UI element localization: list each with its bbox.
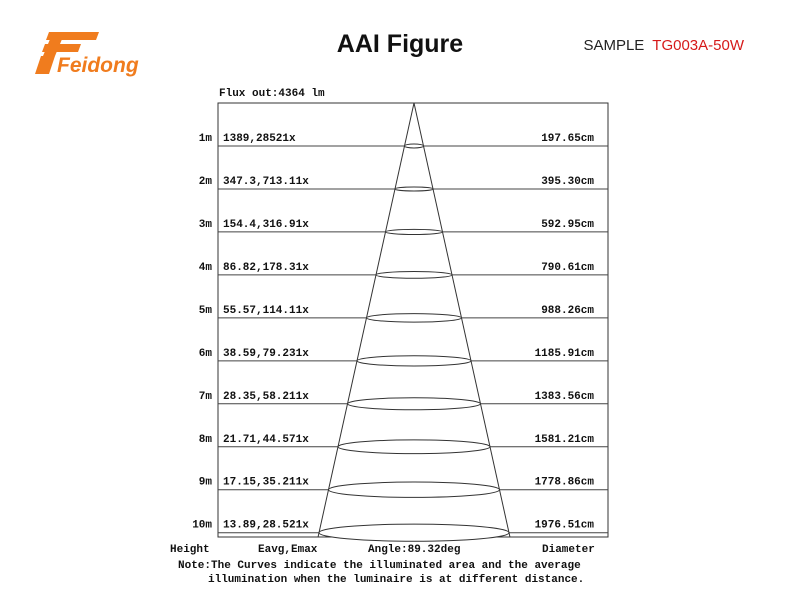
illuminated-area-ellipse xyxy=(386,229,443,234)
illuminated-area-ellipse xyxy=(376,271,452,278)
illuminated-area-ellipse xyxy=(319,524,509,541)
row-diameter-value: 1383.56cm xyxy=(534,390,594,403)
row-lux-value: 17.15,35.211x xyxy=(223,476,309,489)
beam-cone xyxy=(318,103,510,541)
row-labels xyxy=(192,133,594,532)
row-lux-value: 55.57,114.11x xyxy=(223,304,309,317)
grid-lines xyxy=(218,146,608,533)
row-lux-value: 28.35,58.211x xyxy=(223,390,309,403)
flux-out-label: Flux out:4364 lm xyxy=(219,88,325,100)
eavg-emax-label: Eavg,Emax xyxy=(258,544,318,556)
row-height-label: 2m xyxy=(198,175,212,188)
illuminated-area-ellipse xyxy=(338,440,490,454)
illuminated-area-ellipse xyxy=(357,356,471,366)
row-diameter-value: 1581.21cm xyxy=(534,433,594,446)
beam-angle-label: Angle:89.32deg xyxy=(368,544,461,556)
row-diameter-value: 197.65cm xyxy=(541,132,594,145)
note-line-1: Note:The Curves indicate the illuminated area and the average xyxy=(178,560,581,572)
row-lux-value: 13.89,28.521x xyxy=(223,519,309,532)
row-lux-value: 86.82,178.31x xyxy=(223,261,309,274)
row-height-label: 6m xyxy=(198,347,212,360)
row-height-label: 10m xyxy=(192,519,212,532)
row-height-label: 3m xyxy=(198,218,212,231)
sample-label: SAMPLE xyxy=(583,37,645,54)
height-axis-label: Height xyxy=(170,544,210,556)
row-height-label: 7m xyxy=(198,390,212,403)
illuminated-area-ellipse xyxy=(348,398,481,410)
row-diameter-value: 1185.91cm xyxy=(534,347,594,360)
row-diameter-value: 1976.51cm xyxy=(534,519,594,532)
logo-text: Feidong xyxy=(57,54,139,77)
row-height-label: 5m xyxy=(198,304,212,317)
row-height-label: 8m xyxy=(198,433,212,446)
page-title: AAI Figure xyxy=(336,30,464,58)
row-diameter-value: 1778.86cm xyxy=(534,476,594,489)
illuminated-area-ellipse xyxy=(367,314,462,323)
row-height-label: 4m xyxy=(198,261,212,274)
row-lux-value: 38.59,79.231x xyxy=(223,347,309,360)
illuminated-area-ellipse xyxy=(329,482,500,497)
row-lux-value: 1389,28521x xyxy=(223,132,296,145)
row-lux-value: 154.4,316.91x xyxy=(223,218,309,231)
model-number: TG003A-50W xyxy=(652,37,744,54)
row-diameter-value: 592.95cm xyxy=(541,218,594,231)
row-height-label: 9m xyxy=(198,476,212,489)
row-lux-value: 347.3,713.11x xyxy=(223,175,309,188)
row-height-label: 1m xyxy=(198,132,212,145)
note-line-2: illumination when the luminaire is at different distance. xyxy=(208,574,585,586)
row-diameter-value: 988.26cm xyxy=(541,304,594,317)
row-lux-value: 21.71,44.571x xyxy=(223,433,309,446)
diameter-axis-label: Diameter xyxy=(542,544,595,556)
illuminated-area-ellipse xyxy=(405,144,424,148)
illuminated-area-ellipse xyxy=(395,187,433,191)
row-diameter-value: 790.61cm xyxy=(541,261,594,274)
row-diameter-value: 395.30cm xyxy=(541,175,594,188)
